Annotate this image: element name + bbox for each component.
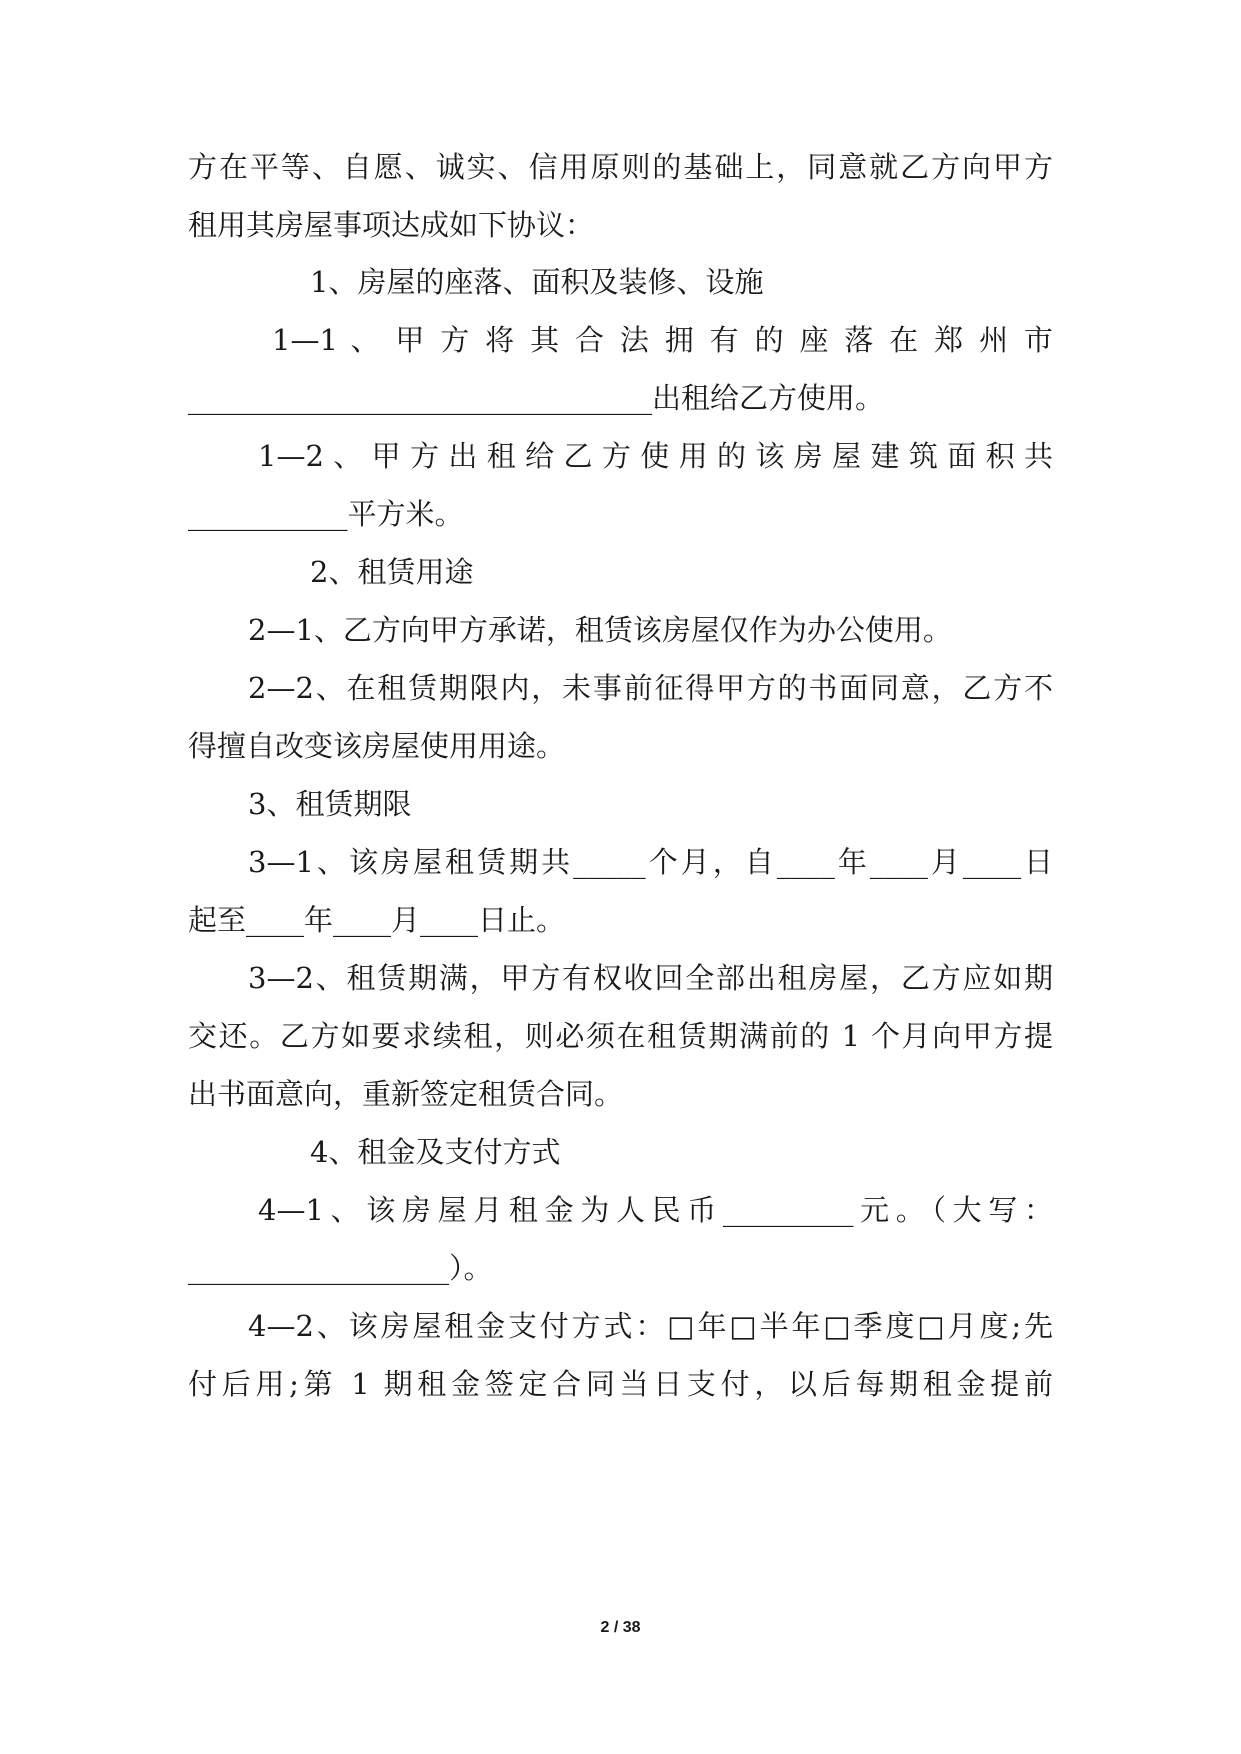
text-line-20: __________________）。 xyxy=(188,1251,493,1285)
text-line-22: 付后用;第 1 期租金签定合同当日支付，以后每期租金提前 xyxy=(188,1367,1053,1401)
clause-4-2: 4—2、该房屋租金支付方式：□年□半年□季度□月度;先 xyxy=(248,1309,1053,1343)
text-line-5: ________________________________出租给乙方使用。 xyxy=(188,381,885,415)
text-line-14: 起至____年____月____日止。 xyxy=(188,903,566,937)
section-heading-4: 4、租金及支付方式 xyxy=(310,1135,561,1169)
clause-3-1: 3—1、该房屋租赁期共_____个月，自____年____月____日 xyxy=(248,845,1053,879)
page-number: 2 / 38 xyxy=(600,1619,641,1636)
text-line-11: 得擅自改变该房屋使用用途。 xyxy=(188,729,566,763)
section-heading-2: 2、租赁用途 xyxy=(310,555,474,589)
clause-4-1: 4—1、该房屋月租金为人民币_________元。（大写： xyxy=(258,1193,1053,1227)
clause-2-2: 2—2、在租赁期限内，未事前征得甲方的书面同意，乙方不 xyxy=(248,671,1053,705)
text-line-17: 出书面意向，重新签定租赁合同。 xyxy=(188,1077,624,1111)
section-heading-1: 1、房屋的座落、面积及装修、设施 xyxy=(310,265,764,299)
text-line-16: 交还。乙方如要求续租，则必须在租赁期满前的 1 个月向甲方提 xyxy=(188,1019,1053,1053)
text-line-2: 租用其房屋事项达成如下协议： xyxy=(188,208,595,242)
text-line-1: 方在平等、自愿、诚实、信用原则的基础上，同意就乙方向甲方 xyxy=(188,150,1053,184)
clause-1-1: 1—1 、 甲 方 将 其 合 法 拥 有 的 座 落 在 郑 州 市 xyxy=(272,323,1053,357)
clause-3-2: 3—2、租赁期满，甲方有权收回全部出租房屋，乙方应如期 xyxy=(248,961,1053,995)
clause-2-1: 2—1、乙方向甲方承诺，租赁该房屋仅作为办公使用。 xyxy=(248,613,952,647)
text-line-7: ___________平方米。 xyxy=(188,497,464,531)
section-heading-3: 3、租赁期限 xyxy=(248,787,412,821)
clause-1-2: 1—2、甲方出租给乙方使用的该房屋建筑面积共 xyxy=(258,439,1053,473)
